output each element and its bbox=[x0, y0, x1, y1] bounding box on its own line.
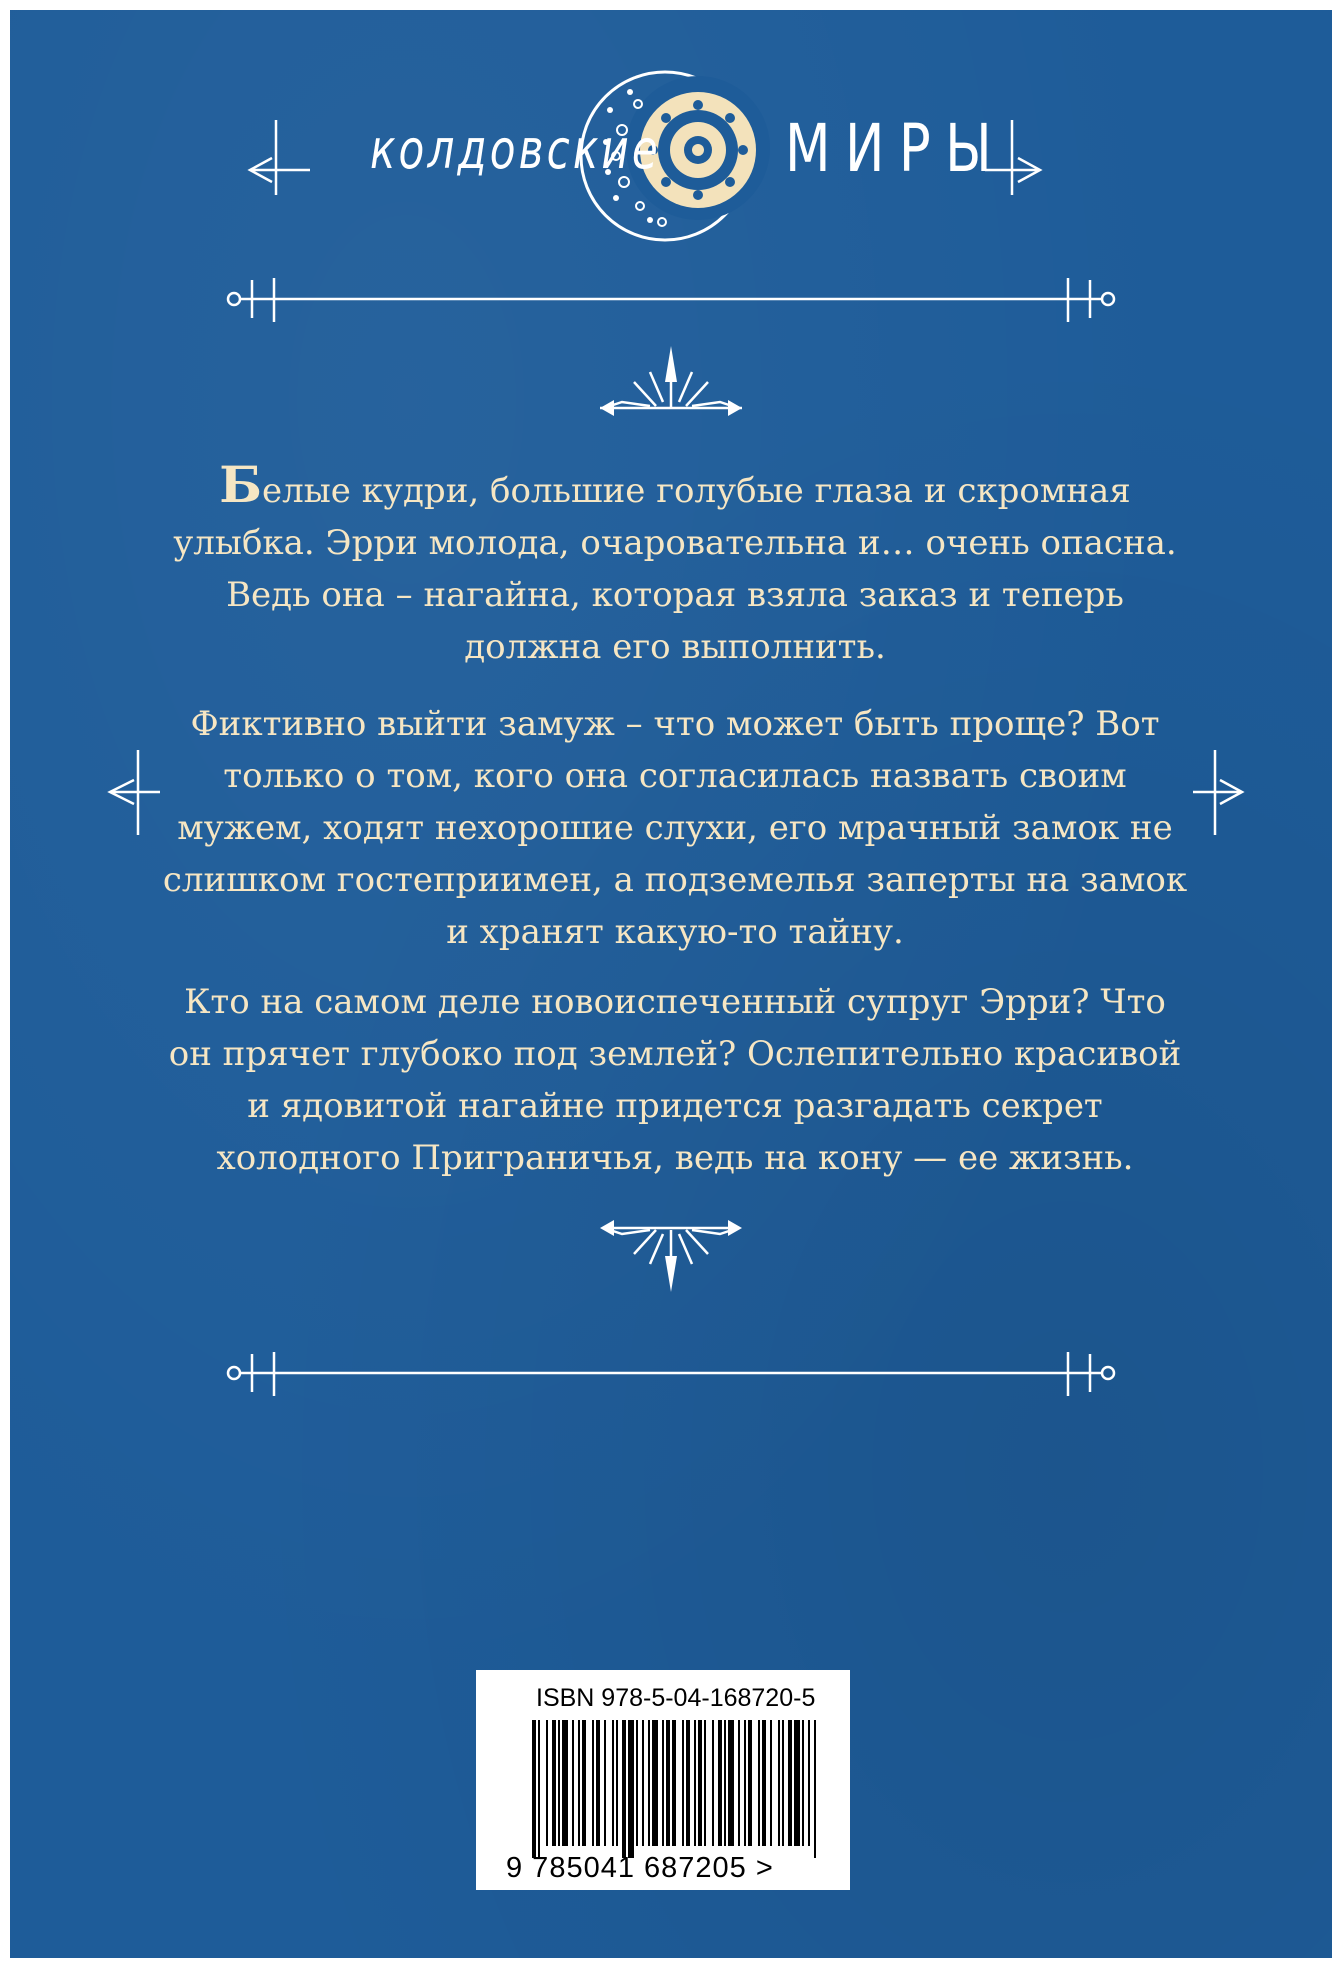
barcode-stripe bbox=[552, 1720, 556, 1846]
barcode-stripe bbox=[698, 1720, 702, 1846]
middle-right-arrow-icon bbox=[1193, 750, 1242, 835]
barcode-stripe bbox=[744, 1720, 746, 1846]
barcode-stripe bbox=[686, 1720, 690, 1846]
barcode-stripe bbox=[808, 1720, 810, 1846]
book-back-cover bbox=[10, 10, 1332, 1958]
middle-left-arrow-icon bbox=[110, 750, 160, 835]
barcode-stripe bbox=[538, 1720, 540, 1858]
barcode-stripe bbox=[718, 1720, 722, 1846]
blurb-paragraph-1 bbox=[160, 455, 1190, 673]
barcode-stripe bbox=[728, 1720, 734, 1846]
barcode-stripe bbox=[562, 1720, 568, 1846]
barcode-stripe bbox=[778, 1720, 780, 1846]
barcode-stripe bbox=[642, 1720, 644, 1846]
barcode-stripe bbox=[558, 1720, 560, 1846]
barcode-stripe bbox=[758, 1720, 760, 1846]
barcode-stripe bbox=[704, 1720, 706, 1846]
barcode-stripe bbox=[616, 1720, 618, 1846]
series-left-arrow-icon bbox=[250, 120, 310, 195]
barcode-stripe bbox=[794, 1720, 800, 1846]
paragraph-3-text: Кто на самом деле новоиспеченный супруг Эрри? Что он прячет глубоко под землей? Ослепительно красивой и ядовитой нагайне придется разгадать секрет холодного Приграничья, ведь на кону — ее жизнь. bbox=[168, 982, 1182, 1178]
barcode-stripe bbox=[592, 1720, 594, 1846]
series-title-right: МИРЫ bbox=[785, 110, 1007, 187]
barcode-stripe bbox=[748, 1720, 752, 1846]
barcode-stripe bbox=[572, 1720, 574, 1846]
sunburst-up-ornament bbox=[600, 346, 742, 416]
paragraph-1-text: елые кудри, большие голубые глаза и скромная улыбка. Эрри молода, очаровательна и… очень опасна. Ведь она – нагайна, которая взяла заказ и теперь должна его выполнить. bbox=[173, 471, 1177, 667]
barcode-stripe bbox=[628, 1720, 634, 1858]
barcode-stripe bbox=[612, 1720, 614, 1846]
barcode-stripe bbox=[648, 1720, 650, 1846]
barcode-stripe bbox=[738, 1720, 740, 1846]
barcode-stripe bbox=[666, 1720, 670, 1846]
barcode-stripe bbox=[770, 1720, 772, 1846]
barcode-stripe bbox=[724, 1720, 726, 1846]
barcode-digits: 9 785041 687205 > bbox=[506, 1852, 774, 1884]
barcode-label bbox=[476, 1670, 850, 1890]
barcode-stripe bbox=[582, 1720, 586, 1846]
barcode-stripe bbox=[782, 1720, 784, 1846]
barcode-stripe bbox=[662, 1720, 664, 1846]
blurb-paragraph-2 bbox=[160, 698, 1190, 958]
isbn-number: ISBN 978-5-04-168720-5 bbox=[536, 1684, 816, 1712]
barcode-stripe bbox=[546, 1720, 548, 1846]
top-divider-ornament bbox=[228, 278, 1114, 322]
barcode-stripe bbox=[682, 1720, 684, 1846]
barcode-stripe bbox=[604, 1720, 606, 1846]
barcode-stripe bbox=[596, 1720, 600, 1846]
bottom-divider-ornament bbox=[228, 1352, 1114, 1396]
barcode-stripe bbox=[652, 1720, 658, 1846]
barcode-stripe bbox=[802, 1720, 804, 1846]
barcode-bars bbox=[532, 1720, 822, 1860]
barcode-stripe bbox=[814, 1720, 816, 1858]
drop-cap: Б bbox=[219, 455, 263, 514]
barcode-stripe bbox=[532, 1720, 536, 1858]
sunburst-down-ornament bbox=[600, 1220, 742, 1292]
barcode-stripe bbox=[788, 1720, 792, 1846]
series-title-left: колдовские bbox=[370, 118, 661, 181]
barcode-stripe bbox=[636, 1720, 638, 1846]
barcode-stripe bbox=[578, 1720, 580, 1846]
blurb-paragraph-3 bbox=[160, 976, 1190, 1184]
barcode-stripe bbox=[672, 1720, 676, 1846]
barcode-stripe bbox=[712, 1720, 714, 1846]
barcode-stripe bbox=[622, 1720, 626, 1858]
paragraph-2-text: Фиктивно выйти замуж – что может быть проще? Вот только о том, кого она согласилась назвать своим мужем, ходят нехорошие слухи, его мрачный замок не слишком гостеприимен, а подземелья заперты на замок и хранят какую-то тайну. bbox=[162, 704, 1188, 952]
barcode-stripe bbox=[762, 1720, 766, 1846]
barcode-stripe bbox=[694, 1720, 696, 1846]
